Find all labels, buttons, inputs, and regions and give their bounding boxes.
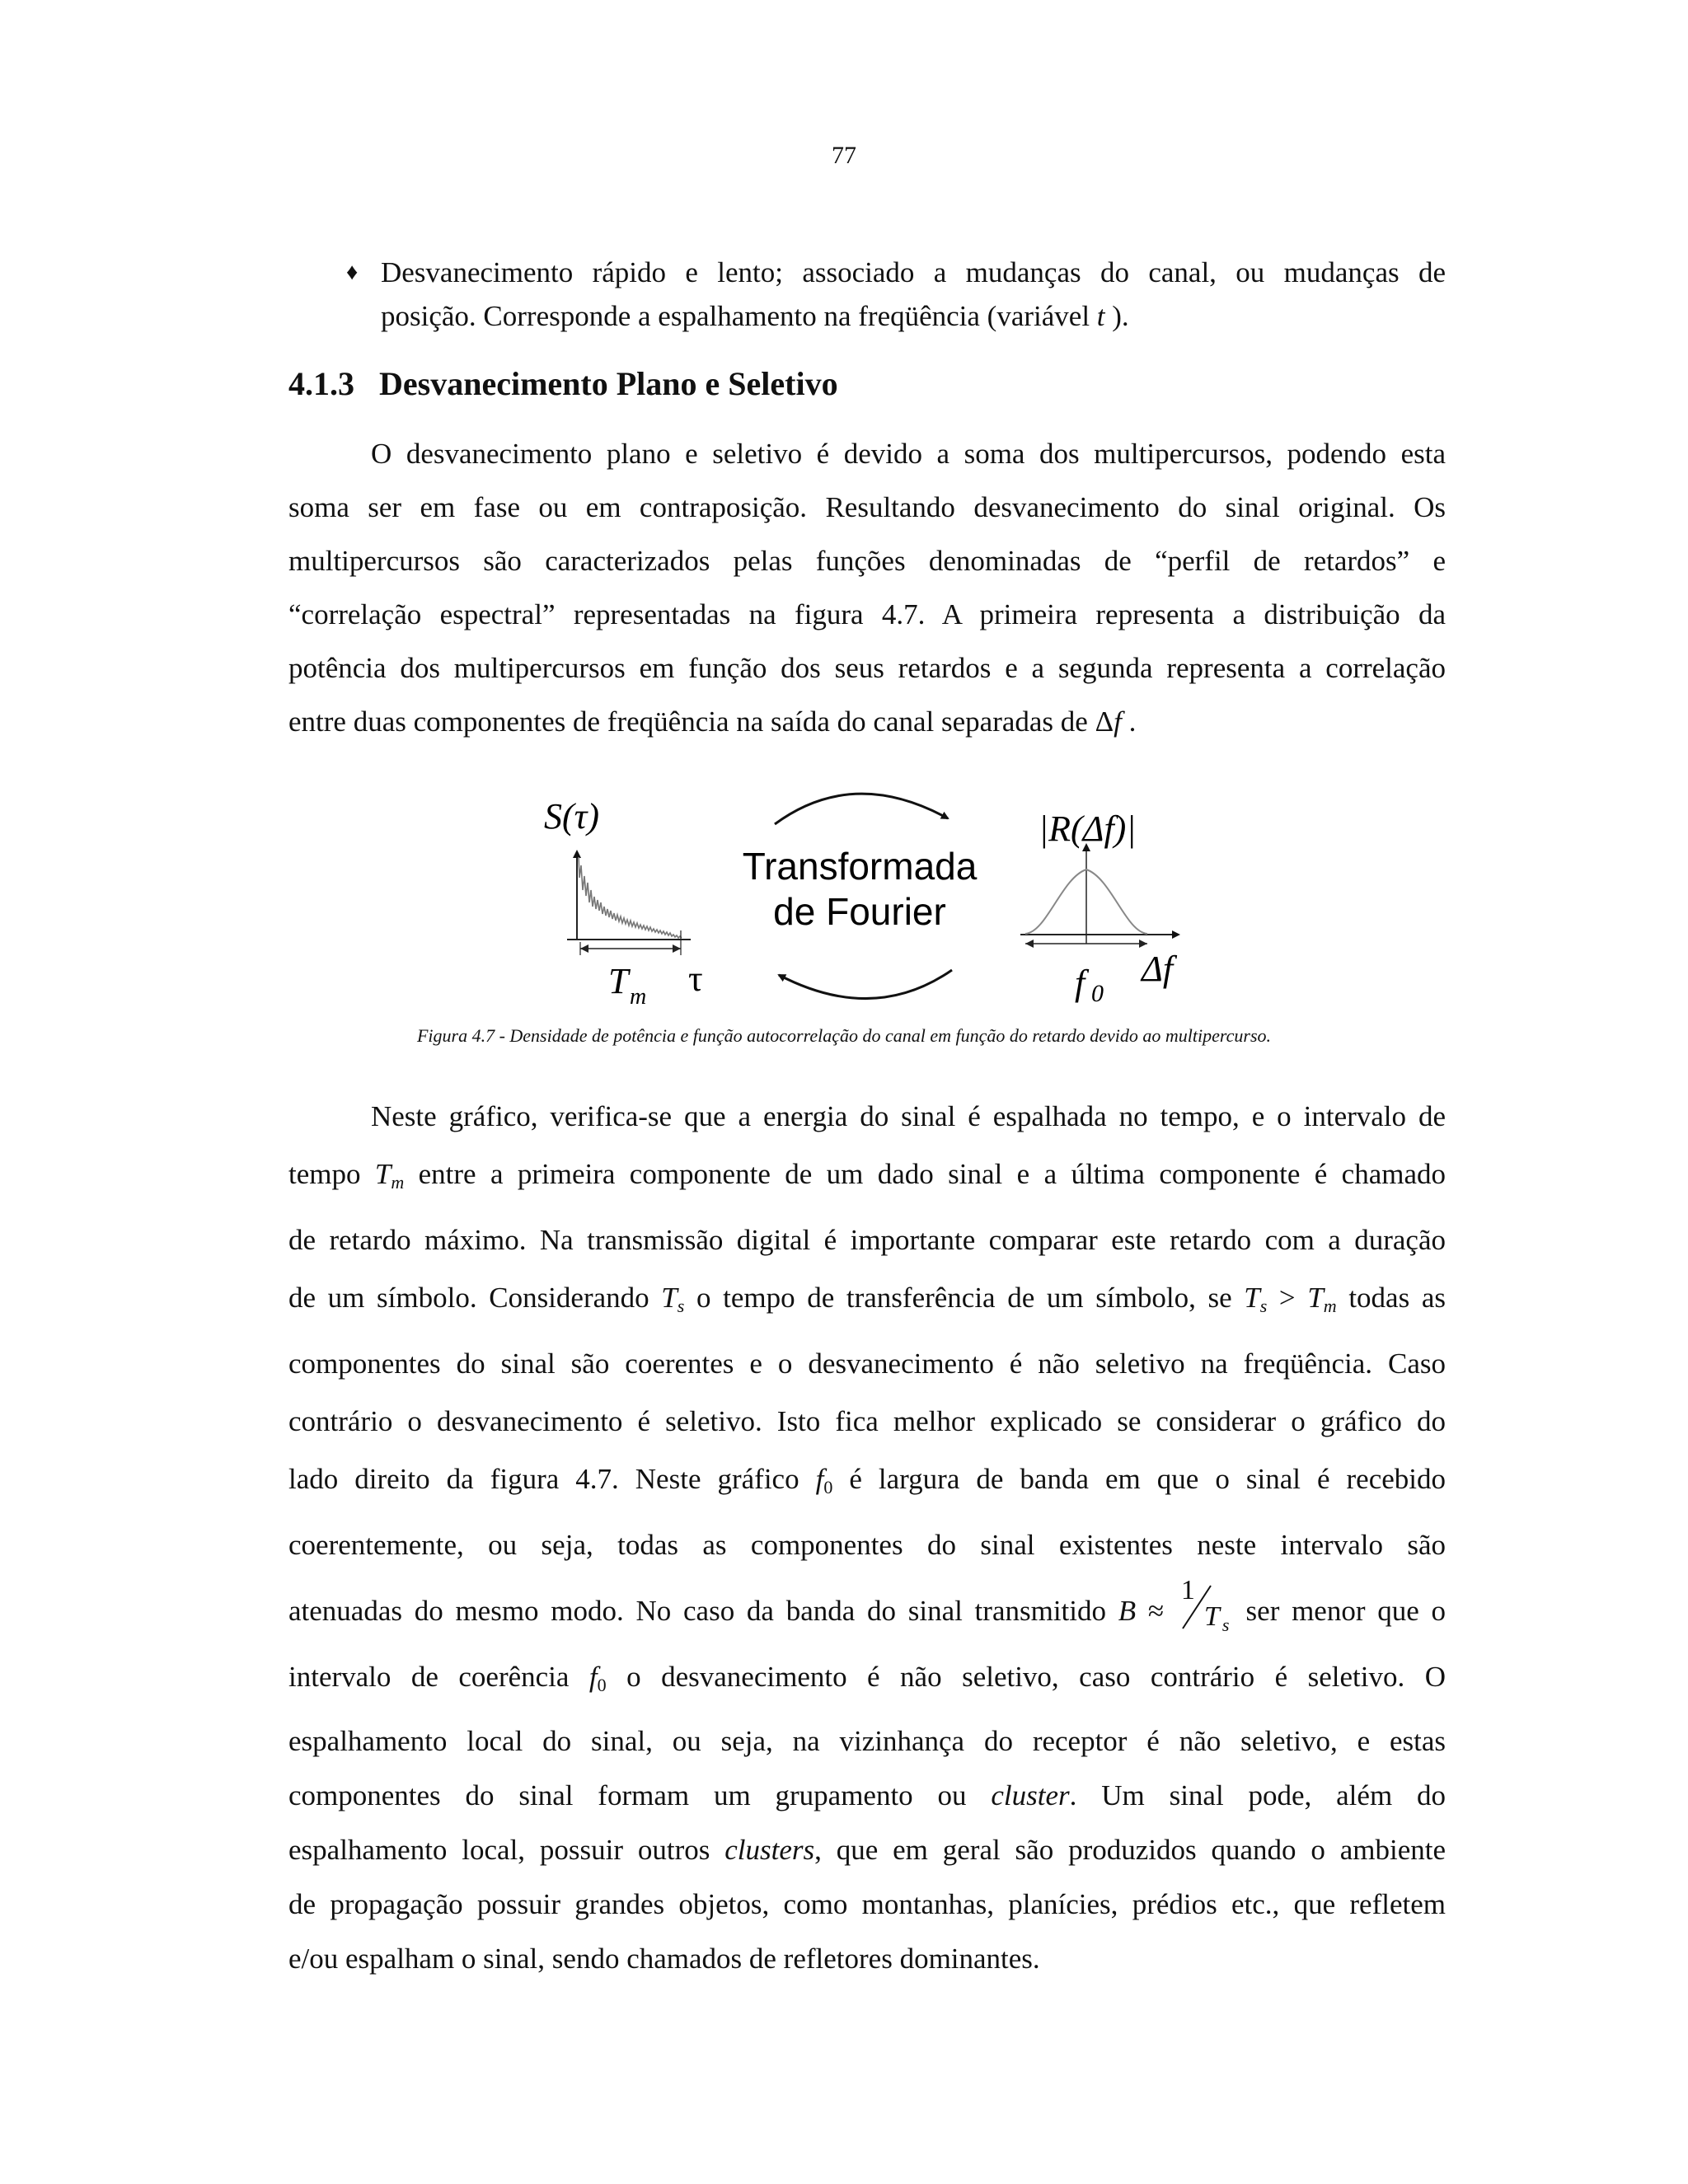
figure-4-7 — [528, 779, 1187, 1018]
math-subscript: m — [391, 1172, 405, 1193]
section-title: Desvanecimento Plano e Seletivo — [379, 365, 838, 402]
left-y-label: S(τ) — [544, 796, 600, 837]
text-run: ). — [1104, 300, 1129, 332]
fraction-denominator: T — [1203, 1601, 1220, 1632]
math-variable: f — [815, 1463, 824, 1495]
math-variable: T — [1307, 1282, 1324, 1314]
bullet-line-1: Desvanecimento rápido e lento; associado a mudanças do canal, ou mudanças de — [381, 256, 1446, 288]
text-line: de retardo máximo. Na transmissão digital é importante comparar este retardo com a duração — [288, 1224, 1446, 1256]
fraction-denominator-sub: s — [1221, 1615, 1230, 1635]
text-run: o tempo de transferência de um símbolo, se — [684, 1282, 1245, 1314]
f0-label-sub: 0 — [1091, 980, 1104, 1007]
greater-than-symbol: > — [1267, 1282, 1308, 1314]
tm-arrow-left-head — [580, 944, 588, 953]
math-subscript: 0 — [823, 1477, 833, 1497]
right-x-label: Δf — [1142, 949, 1174, 989]
math-subscript: 0 — [597, 1675, 607, 1695]
page-number: 77 — [832, 142, 856, 169]
text-line: coerentemente, ou seja, todas as componentes do sinal existentes neste intervalo são — [288, 1529, 1446, 1561]
paragraph-2 — [288, 1088, 1446, 1986]
approx-symbol: ≈ — [1136, 1595, 1176, 1627]
text-line: “correlação espectral” representadas na figura 4.7. A primeira representa a distribuição da — [288, 598, 1446, 630]
text-run: ser menor que o — [1233, 1595, 1447, 1627]
math-variable: B — [1118, 1595, 1137, 1627]
tm-label-sub: m — [630, 984, 647, 1010]
math-variable: T — [661, 1282, 678, 1314]
math-variable: T — [1244, 1282, 1260, 1314]
f0-arrow-right-head — [1139, 940, 1147, 948]
text-line: e/ou espalham o sinal, sendo chamados de refletores dominantes. — [288, 1943, 1040, 1975]
text-line: soma ser em fase ou em contraposição. Resultando desvanecimento do sinal original. Os — [288, 491, 1446, 523]
delay-profile-curve — [579, 857, 682, 938]
text-run: . Um sinal pode, além do — [1069, 1779, 1447, 1811]
section-number: 4.1.3 — [288, 365, 354, 402]
f0-arrow-left-head — [1025, 940, 1034, 948]
delay-profile-plot — [567, 851, 691, 955]
math-subscript: s — [677, 1296, 685, 1316]
text-run: atenuadas do mesmo modo. No caso da banda do sinal transmitido — [288, 1595, 1118, 1627]
italic-term: cluster — [991, 1779, 1070, 1811]
text-line: componentes do sinal são coerentes e o desvanecimento é não seletivo na freqüência. Caso — [288, 1347, 1446, 1380]
inverse-arrow-icon — [779, 970, 952, 999]
text-run: tempo — [288, 1158, 375, 1190]
text-line — [288, 1574, 1446, 1648]
center-label-line-2: de Fourier — [773, 890, 946, 933]
delta-symbol: Δ — [1095, 705, 1114, 738]
left-x-label: τ — [688, 958, 703, 999]
text-run: intervalo de coerência — [288, 1661, 589, 1693]
center-label-line-1: Transformada — [742, 845, 978, 888]
text-line — [288, 695, 1446, 748]
text-run: posição. Corresponde a espalhamento na freqüência (variável — [381, 300, 1097, 332]
math-subscript: m — [1323, 1296, 1337, 1316]
italic-term: clusters — [724, 1834, 815, 1866]
forward-arrow-icon — [775, 794, 948, 824]
text-line — [288, 1146, 1446, 1212]
text-run: componentes do sinal formam um grupamento ou — [288, 1779, 992, 1811]
text-line — [288, 1269, 1446, 1335]
math-variable: f — [588, 1661, 598, 1693]
diamond-bullet-icon: ♦ — [346, 260, 359, 285]
tm-arrow-right-head — [673, 944, 681, 953]
text-line: O desvanecimento plano e seletivo é devido a soma dos multipercursos, podendo esta — [371, 438, 1446, 470]
right-y-label: |R(Δf)| — [1039, 808, 1137, 849]
f0-label: f — [1075, 963, 1085, 1003]
text-line: Neste gráfico, verifica-se que a energia do sinal é espalhada no tempo, e o intervalo de — [371, 1100, 1446, 1132]
text-line — [288, 1648, 1446, 1714]
correlation-plot — [1020, 845, 1179, 948]
text-run: , que em geral são produzidos quando o ambiente — [814, 1834, 1446, 1866]
tm-label: T — [608, 961, 629, 1001]
text-run: entre a primeira componente de um dado sinal e a última componente é chamado — [404, 1158, 1447, 1190]
paragraph-1 — [288, 427, 1446, 748]
figure-caption: Figura 4.7 - Densidade de potência e função autocorrelação do canal em função do retardo devido ao multipercurso. — [416, 1025, 1272, 1046]
fraction-numerator: 1 — [1180, 1575, 1195, 1605]
text-line: potência dos multipercursos em função dos seus retardos e a segunda representa a correlação — [288, 652, 1446, 684]
text-line: de propagação possuir grandes objetos, como montanhas, planícies, prédios etc., que refletem — [288, 1888, 1446, 1920]
text-run: . — [1121, 705, 1137, 738]
figure-diagram — [528, 779, 1187, 1018]
text-line — [288, 1769, 1446, 1823]
math-variable: T — [374, 1158, 392, 1190]
text-run: entre duas componentes de freqüência na saída do canal separadas de — [288, 705, 1095, 738]
bullet-item — [346, 251, 1446, 338]
text-run: de um símbolo. Considerando — [288, 1282, 662, 1314]
text-run: é largura de banda em que o sinal é recebido — [832, 1463, 1446, 1495]
text-run: espalhamento local, possuir outros — [288, 1834, 725, 1866]
text-line — [288, 1451, 1446, 1516]
bullet-line-2 — [381, 294, 1446, 338]
text-run: o desvanecimento é não seletivo, caso contrário é seletivo. O — [606, 1661, 1447, 1693]
fraction-1-over-ts — [1176, 1575, 1234, 1635]
math-variable: f — [1114, 705, 1122, 738]
math-subscript: s — [1259, 1296, 1268, 1316]
text-line: contrário o desvanecimento é seletivo. Isto fica melhor explicado se considerar o gráfico do — [288, 1405, 1446, 1437]
section-heading — [288, 364, 838, 403]
text-line — [288, 1823, 1446, 1877]
text-line: multipercursos são caracterizados pelas funções denominadas de “perfil de retardos” e — [288, 545, 1446, 577]
math-variable: t — [1096, 300, 1105, 332]
text-run: lado direito da figura 4.7. Neste gráfico — [288, 1463, 816, 1495]
text-line: espalhamento local do sinal, ou seja, na vizinhança do receptor é não seletivo, e estas — [288, 1725, 1446, 1757]
text-run: todas as — [1336, 1282, 1447, 1314]
